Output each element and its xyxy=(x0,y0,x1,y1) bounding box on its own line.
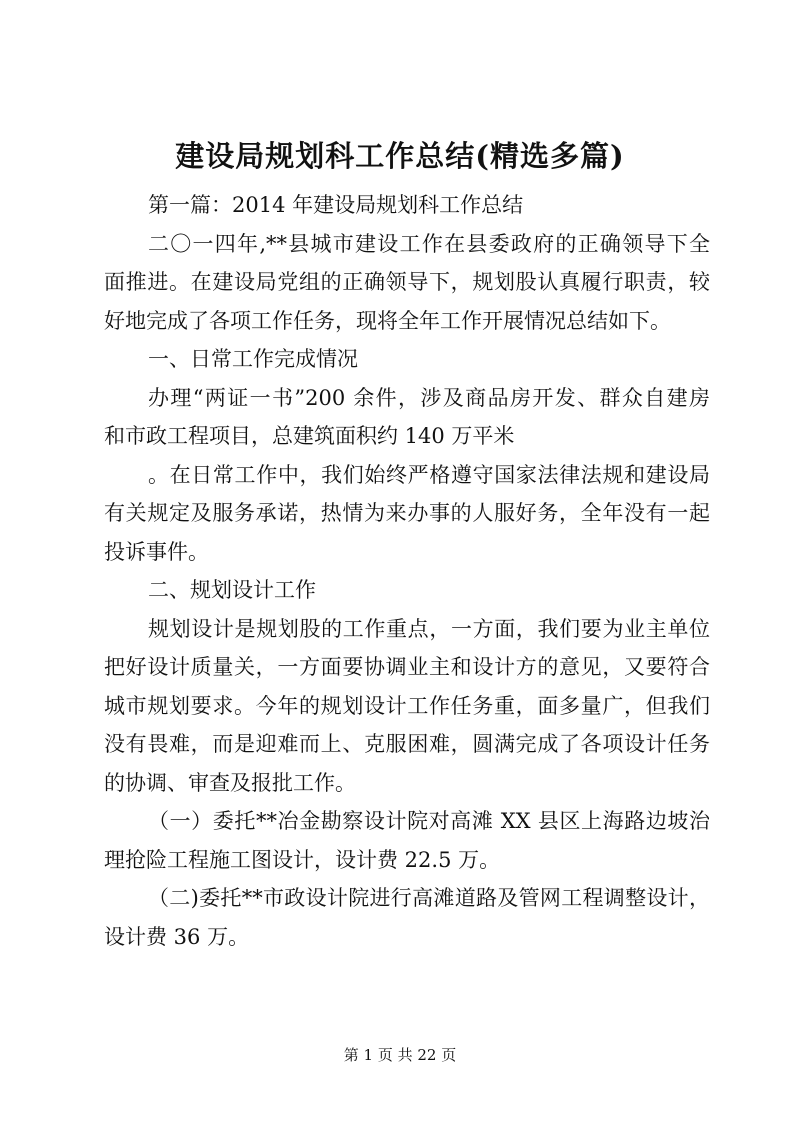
list-item-line: （二)委托**市政设计院进行高滩道路及管网工程调整设计， xyxy=(148,886,710,910)
paragraph-line: 规划设计是规划股的工作重点，一方面，我们要为业主单位 xyxy=(148,616,710,641)
paragraph-line: 把好设计质量关，一方面要协调业主和设计方的意见，又要符合 xyxy=(104,655,710,679)
document-title: 建设局规划科工作总结(精选多篇) xyxy=(175,139,625,173)
paragraph-line: 有关规定及服务承诺，热情为来办事的人服好务，全年没有一起 xyxy=(104,501,710,525)
page-number: 第 1 页 共 22 页 xyxy=(343,1046,457,1064)
paragraph-line: 没有畏难，而是迎难而上、克服困难，圆满完成了各项设计任务 xyxy=(104,732,710,756)
list-item-line: （一）委托**冶金勘察设计院对高滩 XX 县区上海路边坡治 xyxy=(148,809,710,833)
subsection-heading: 二、规划设计工作 xyxy=(148,578,316,602)
paragraph-line: 办理“两证一书”200 余件，涉及商品房开发、群众自建房 xyxy=(148,385,710,410)
section-heading: 第一篇：2014 年建设局规划科工作总结 xyxy=(148,193,524,217)
paragraph-line: 二〇一四年,**县城市建设工作在县委政府的正确领导下全 xyxy=(148,231,710,256)
list-item-line: 理抢险工程施工图设计，设计费 22.5 万。 xyxy=(104,847,501,872)
list-item-line: 设计费 36 万。 xyxy=(104,924,250,949)
document-body xyxy=(104,186,710,956)
paragraph-line: 好地完成了各项工作任务，现将全年工作开展情况总结如下。 xyxy=(104,308,671,333)
paragraph-line: 和市政工程项目，总建筑面积约 140 万平米 xyxy=(104,424,515,448)
paragraph-line: 的协调、审查及报批工作。 xyxy=(104,770,356,795)
paragraph-line: 。在日常工作中，我们始终严格遵守国家法律法规和建设局 xyxy=(148,462,710,487)
subsection-heading: 一、日常工作完成情况 xyxy=(148,347,358,371)
paragraph-line: 面推进。在建设局党组的正确领导下，规划股认真履行职责，较 xyxy=(104,270,710,294)
paragraph-line: 投诉事件。 xyxy=(104,539,209,564)
paragraph-line: 城市规划要求。今年的规划设计工作任务重，面多量广，但我们 xyxy=(104,693,710,718)
